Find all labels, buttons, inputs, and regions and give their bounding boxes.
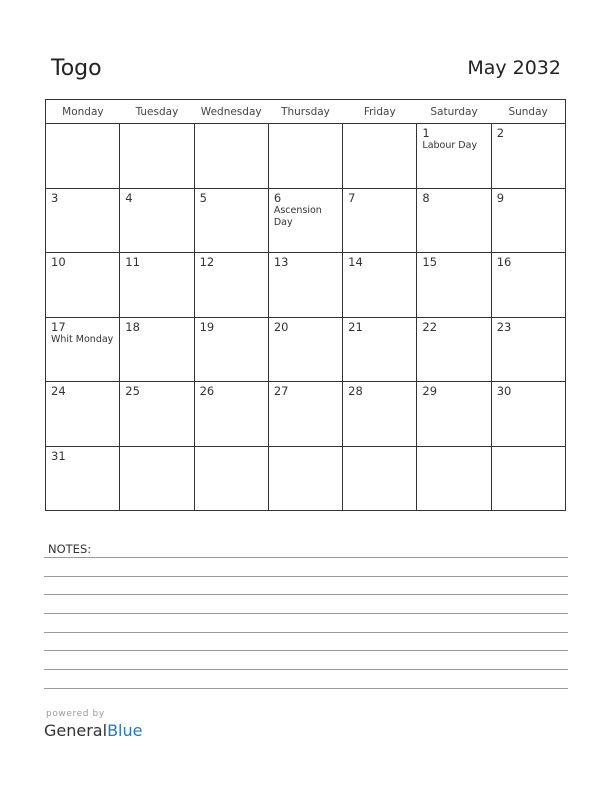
- day-cell: [268, 317, 342, 382]
- day-number: 13: [273, 255, 289, 269]
- day-cell: [343, 317, 417, 382]
- day-number: 2: [496, 126, 505, 140]
- day-cell: [491, 124, 565, 189]
- day-cell: [46, 446, 120, 511]
- day-number: 31: [51, 448, 66, 463]
- day-cell: [268, 188, 342, 253]
- day-number: 27: [273, 384, 289, 398]
- day-number: 26: [199, 384, 215, 398]
- week-row: [46, 446, 566, 511]
- day-cell: [194, 446, 268, 511]
- week-row: [46, 317, 566, 382]
- day-number: 1: [422, 126, 430, 140]
- day-cell: [46, 317, 120, 382]
- day-number: 14: [348, 255, 363, 269]
- notes-line: [44, 557, 568, 558]
- weekday-header: Thursday: [268, 100, 342, 124]
- weekday-header: Wednesday: [194, 100, 268, 124]
- day-number: 10: [51, 255, 66, 269]
- week-row: [46, 124, 566, 189]
- powered-by-text: powered by: [46, 709, 105, 719]
- day-cell: [120, 124, 194, 189]
- notes-line: [44, 594, 568, 595]
- day-number: 19: [199, 319, 215, 334]
- day-cell: [120, 446, 194, 511]
- notes-line: [44, 669, 568, 670]
- day-cell: [46, 382, 120, 447]
- day-cell: [194, 124, 268, 189]
- day-cell: [268, 446, 342, 511]
- day-number: 4: [125, 190, 133, 205]
- day-cell: [194, 253, 268, 318]
- day-cell: [491, 446, 565, 511]
- day-cell: [491, 317, 565, 382]
- day-cell: [417, 382, 491, 447]
- country-title: Togo: [51, 56, 102, 81]
- day-cell: [120, 382, 194, 447]
- day-cell: [120, 253, 194, 318]
- day-number: 25: [125, 384, 140, 398]
- notes-line: [44, 576, 568, 577]
- notes-label: NOTES:: [48, 542, 92, 556]
- weekday-header: Sunday: [491, 100, 565, 124]
- day-cell: [46, 124, 120, 189]
- day-cell: [417, 188, 491, 253]
- generalblue-logo[interactable]: [44, 721, 142, 740]
- day-cell: [491, 188, 565, 253]
- day-number: 12: [199, 255, 215, 269]
- day-number: 21: [348, 319, 363, 334]
- week-row: [46, 188, 566, 253]
- notes-line: [44, 632, 568, 633]
- day-number: 3: [51, 190, 59, 205]
- day-cell: [120, 317, 194, 382]
- brand-general: General: [44, 721, 108, 740]
- day-number: 16: [496, 255, 512, 269]
- day-number: 11: [125, 255, 140, 269]
- notes-line: [44, 613, 568, 614]
- holiday-label: Whit Monday: [51, 333, 114, 345]
- day-number: 6: [273, 190, 282, 205]
- day-cell: [120, 188, 194, 253]
- day-number: 22: [422, 319, 438, 334]
- week-row: [46, 382, 566, 447]
- holiday-label: Labour Day: [422, 140, 478, 151]
- day-number: 15: [422, 255, 438, 269]
- day-number: 28: [348, 384, 363, 398]
- day-number: 18: [125, 319, 140, 334]
- notes-line: [44, 650, 568, 651]
- day-cell: [46, 253, 120, 318]
- day-cell: [491, 382, 565, 447]
- day-number: 17: [51, 319, 66, 334]
- day-cell: [194, 188, 268, 253]
- day-cell: [268, 253, 342, 318]
- day-number: 29: [422, 384, 438, 398]
- day-cell: [343, 188, 417, 253]
- weekday-header-row: [46, 100, 566, 124]
- day-cell: [417, 253, 491, 318]
- week-row: [46, 253, 566, 318]
- day-number: 23: [496, 319, 512, 334]
- day-cell: [417, 317, 491, 382]
- day-number: 30: [496, 384, 512, 398]
- day-cell: [491, 253, 565, 318]
- day-number: 20: [273, 319, 289, 334]
- day-cell: [417, 446, 491, 511]
- day-number: 24: [51, 384, 66, 398]
- day-cell: [343, 124, 417, 189]
- weekday-header: Monday: [46, 100, 120, 124]
- day-number: 5: [199, 190, 207, 205]
- day-cell: [343, 446, 417, 511]
- holiday-label: Ascension Day: [273, 204, 322, 228]
- brand-blue: Blue: [107, 721, 143, 740]
- day-cell: [343, 382, 417, 447]
- day-cell: [343, 253, 417, 318]
- day-cell: [417, 124, 491, 189]
- weekday-header: Tuesday: [120, 100, 194, 124]
- day-cell: [194, 317, 268, 382]
- day-cell: [268, 124, 342, 189]
- weekday-header: Saturday: [417, 100, 491, 124]
- day-cell: [194, 382, 268, 447]
- calendar-grid: [45, 99, 566, 511]
- day-number: 8: [422, 190, 430, 205]
- month-year-title: May 2032: [467, 57, 561, 79]
- day-number: 9: [496, 190, 505, 205]
- notes-line: [44, 688, 568, 689]
- day-cell: [46, 188, 120, 253]
- weekday-header: Friday: [343, 100, 417, 124]
- day-cell: [268, 382, 342, 447]
- day-number: 7: [348, 190, 356, 205]
